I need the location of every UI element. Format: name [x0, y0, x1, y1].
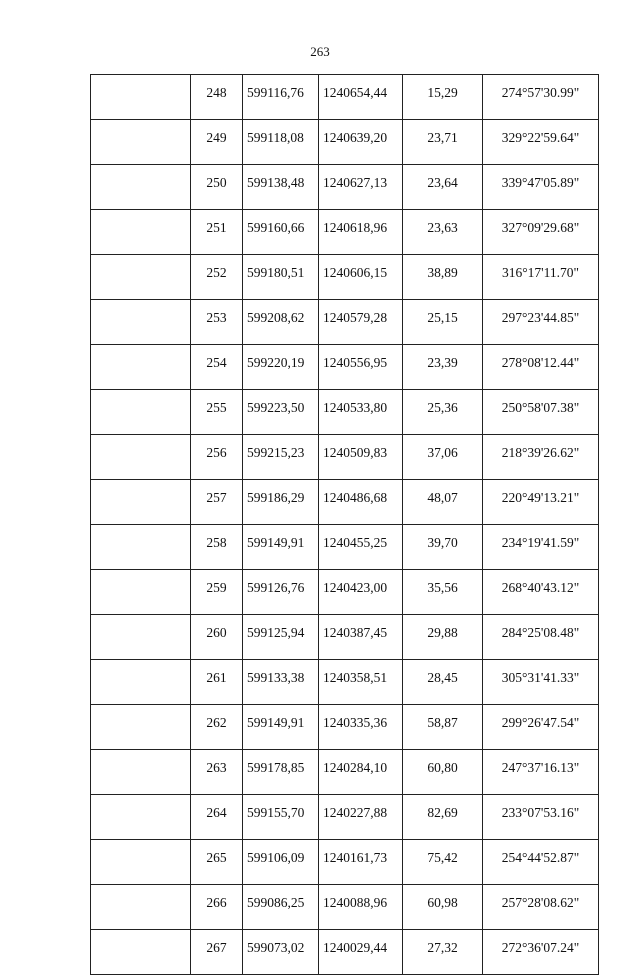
empty-cell — [91, 660, 191, 705]
bearing-cell: 272°36'07.24" — [483, 930, 599, 975]
distance-cell: 75,42 — [403, 840, 483, 885]
x-coordinate-cell: 599220,19 — [243, 345, 319, 390]
bearing-cell: 268°40'43.12" — [483, 570, 599, 615]
point-number-cell: 254 — [191, 345, 243, 390]
point-number-cell: 248 — [191, 75, 243, 120]
empty-cell — [91, 165, 191, 210]
table-row — [91, 120, 599, 165]
table-row — [91, 345, 599, 390]
empty-cell — [91, 930, 191, 975]
x-coordinate-cell: 599215,23 — [243, 435, 319, 480]
bearing-cell: 250°58'07.38" — [483, 390, 599, 435]
bearing-cell: 339°47'05.89" — [483, 165, 599, 210]
distance-cell: 23,39 — [403, 345, 483, 390]
table-row — [91, 390, 599, 435]
distance-cell: 37,06 — [403, 435, 483, 480]
bearing-cell: 274°57'30.99" — [483, 75, 599, 120]
x-coordinate-cell: 599138,48 — [243, 165, 319, 210]
empty-cell — [91, 120, 191, 165]
bearing-cell: 234°19'41.59" — [483, 525, 599, 570]
y-coordinate-cell: 1240029,44 — [319, 930, 403, 975]
table-row — [91, 300, 599, 345]
empty-cell — [91, 615, 191, 660]
x-coordinate-cell: 599186,29 — [243, 480, 319, 525]
table-row — [91, 210, 599, 255]
point-number-cell: 255 — [191, 390, 243, 435]
y-coordinate-cell: 1240455,25 — [319, 525, 403, 570]
table-row — [91, 930, 599, 975]
table-row — [91, 525, 599, 570]
empty-cell — [91, 885, 191, 930]
y-coordinate-cell: 1240654,44 — [319, 75, 403, 120]
table-row — [91, 165, 599, 210]
distance-cell: 60,80 — [403, 750, 483, 795]
empty-cell — [91, 345, 191, 390]
y-coordinate-cell: 1240358,51 — [319, 660, 403, 705]
point-number-cell: 252 — [191, 255, 243, 300]
x-coordinate-cell: 599125,94 — [243, 615, 319, 660]
empty-cell — [91, 255, 191, 300]
y-coordinate-cell: 1240227,88 — [319, 795, 403, 840]
empty-cell — [91, 435, 191, 480]
point-number-cell: 249 — [191, 120, 243, 165]
empty-cell — [91, 570, 191, 615]
x-coordinate-cell: 599223,50 — [243, 390, 319, 435]
x-coordinate-cell: 599116,76 — [243, 75, 319, 120]
empty-cell — [91, 390, 191, 435]
distance-cell: 28,45 — [403, 660, 483, 705]
bearing-cell: 284°25'08.48" — [483, 615, 599, 660]
empty-cell — [91, 795, 191, 840]
x-coordinate-cell: 599149,91 — [243, 525, 319, 570]
x-coordinate-cell: 599126,76 — [243, 570, 319, 615]
distance-cell: 25,36 — [403, 390, 483, 435]
y-coordinate-cell: 1240533,80 — [319, 390, 403, 435]
point-number-cell: 253 — [191, 300, 243, 345]
y-coordinate-cell: 1240387,45 — [319, 615, 403, 660]
x-coordinate-cell: 599160,66 — [243, 210, 319, 255]
empty-cell — [91, 210, 191, 255]
table-row — [91, 570, 599, 615]
y-coordinate-cell: 1240486,68 — [319, 480, 403, 525]
point-number-cell: 259 — [191, 570, 243, 615]
table-row — [91, 705, 599, 750]
distance-cell: 23,63 — [403, 210, 483, 255]
point-number-cell: 266 — [191, 885, 243, 930]
distance-cell: 38,89 — [403, 255, 483, 300]
distance-cell: 15,29 — [403, 75, 483, 120]
empty-cell — [91, 840, 191, 885]
table-row — [91, 255, 599, 300]
y-coordinate-cell: 1240423,00 — [319, 570, 403, 615]
bearing-cell: 329°22'59.64" — [483, 120, 599, 165]
coordinates-table-body — [91, 75, 599, 975]
point-number-cell: 267 — [191, 930, 243, 975]
empty-cell — [91, 75, 191, 120]
point-number-cell: 256 — [191, 435, 243, 480]
y-coordinate-cell: 1240627,13 — [319, 165, 403, 210]
y-coordinate-cell: 1240284,10 — [319, 750, 403, 795]
x-coordinate-cell: 599208,62 — [243, 300, 319, 345]
point-number-cell: 261 — [191, 660, 243, 705]
empty-cell — [91, 480, 191, 525]
empty-cell — [91, 300, 191, 345]
bearing-cell: 305°31'41.33" — [483, 660, 599, 705]
x-coordinate-cell: 599073,02 — [243, 930, 319, 975]
y-coordinate-cell: 1240088,96 — [319, 885, 403, 930]
y-coordinate-cell: 1240509,83 — [319, 435, 403, 480]
x-coordinate-cell: 599178,85 — [243, 750, 319, 795]
bearing-cell: 218°39'26.62" — [483, 435, 599, 480]
bearing-cell: 299°26'47.54" — [483, 705, 599, 750]
point-number-cell: 250 — [191, 165, 243, 210]
bearing-cell: 316°17'11.70" — [483, 255, 599, 300]
y-coordinate-cell: 1240556,95 — [319, 345, 403, 390]
point-number-cell: 264 — [191, 795, 243, 840]
empty-cell — [91, 705, 191, 750]
bearing-cell: 327°09'29.68" — [483, 210, 599, 255]
point-number-cell: 263 — [191, 750, 243, 795]
distance-cell: 48,07 — [403, 480, 483, 525]
x-coordinate-cell: 599180,51 — [243, 255, 319, 300]
table-row — [91, 615, 599, 660]
table-row — [91, 480, 599, 525]
distance-cell: 23,64 — [403, 165, 483, 210]
empty-cell — [91, 750, 191, 795]
x-coordinate-cell: 599086,25 — [243, 885, 319, 930]
bearing-cell: 233°07'53.16" — [483, 795, 599, 840]
point-number-cell: 260 — [191, 615, 243, 660]
y-coordinate-cell: 1240335,36 — [319, 705, 403, 750]
empty-cell — [91, 525, 191, 570]
point-number-cell: 265 — [191, 840, 243, 885]
table-row — [91, 435, 599, 480]
table-row — [91, 750, 599, 795]
table-row — [91, 840, 599, 885]
distance-cell: 39,70 — [403, 525, 483, 570]
x-coordinate-cell: 599118,08 — [243, 120, 319, 165]
bearing-cell: 297°23'44.85" — [483, 300, 599, 345]
distance-cell: 58,87 — [403, 705, 483, 750]
x-coordinate-cell: 599149,91 — [243, 705, 319, 750]
x-coordinate-cell: 599133,38 — [243, 660, 319, 705]
y-coordinate-cell: 1240579,28 — [319, 300, 403, 345]
bearing-cell: 278°08'12.44" — [483, 345, 599, 390]
point-number-cell: 251 — [191, 210, 243, 255]
table-row — [91, 795, 599, 840]
distance-cell: 29,88 — [403, 615, 483, 660]
table-row — [91, 885, 599, 930]
table-row — [91, 75, 599, 120]
x-coordinate-cell: 599106,09 — [243, 840, 319, 885]
bearing-cell: 257°28'08.62" — [483, 885, 599, 930]
distance-cell: 23,71 — [403, 120, 483, 165]
y-coordinate-cell: 1240606,15 — [319, 255, 403, 300]
page-number: 263 — [310, 44, 330, 59]
bearing-cell: 254°44'52.87" — [483, 840, 599, 885]
y-coordinate-cell: 1240161,73 — [319, 840, 403, 885]
bearing-cell: 220°49'13.21" — [483, 480, 599, 525]
distance-cell: 27,32 — [403, 930, 483, 975]
point-number-cell: 262 — [191, 705, 243, 750]
coordinates-table — [90, 74, 599, 975]
point-number-cell: 257 — [191, 480, 243, 525]
y-coordinate-cell: 1240618,96 — [319, 210, 403, 255]
table-row — [91, 660, 599, 705]
x-coordinate-cell: 599155,70 — [243, 795, 319, 840]
y-coordinate-cell: 1240639,20 — [319, 120, 403, 165]
distance-cell: 82,69 — [403, 795, 483, 840]
distance-cell: 25,15 — [403, 300, 483, 345]
point-number-cell: 258 — [191, 525, 243, 570]
distance-cell: 35,56 — [403, 570, 483, 615]
distance-cell: 60,98 — [403, 885, 483, 930]
bearing-cell: 247°37'16.13" — [483, 750, 599, 795]
